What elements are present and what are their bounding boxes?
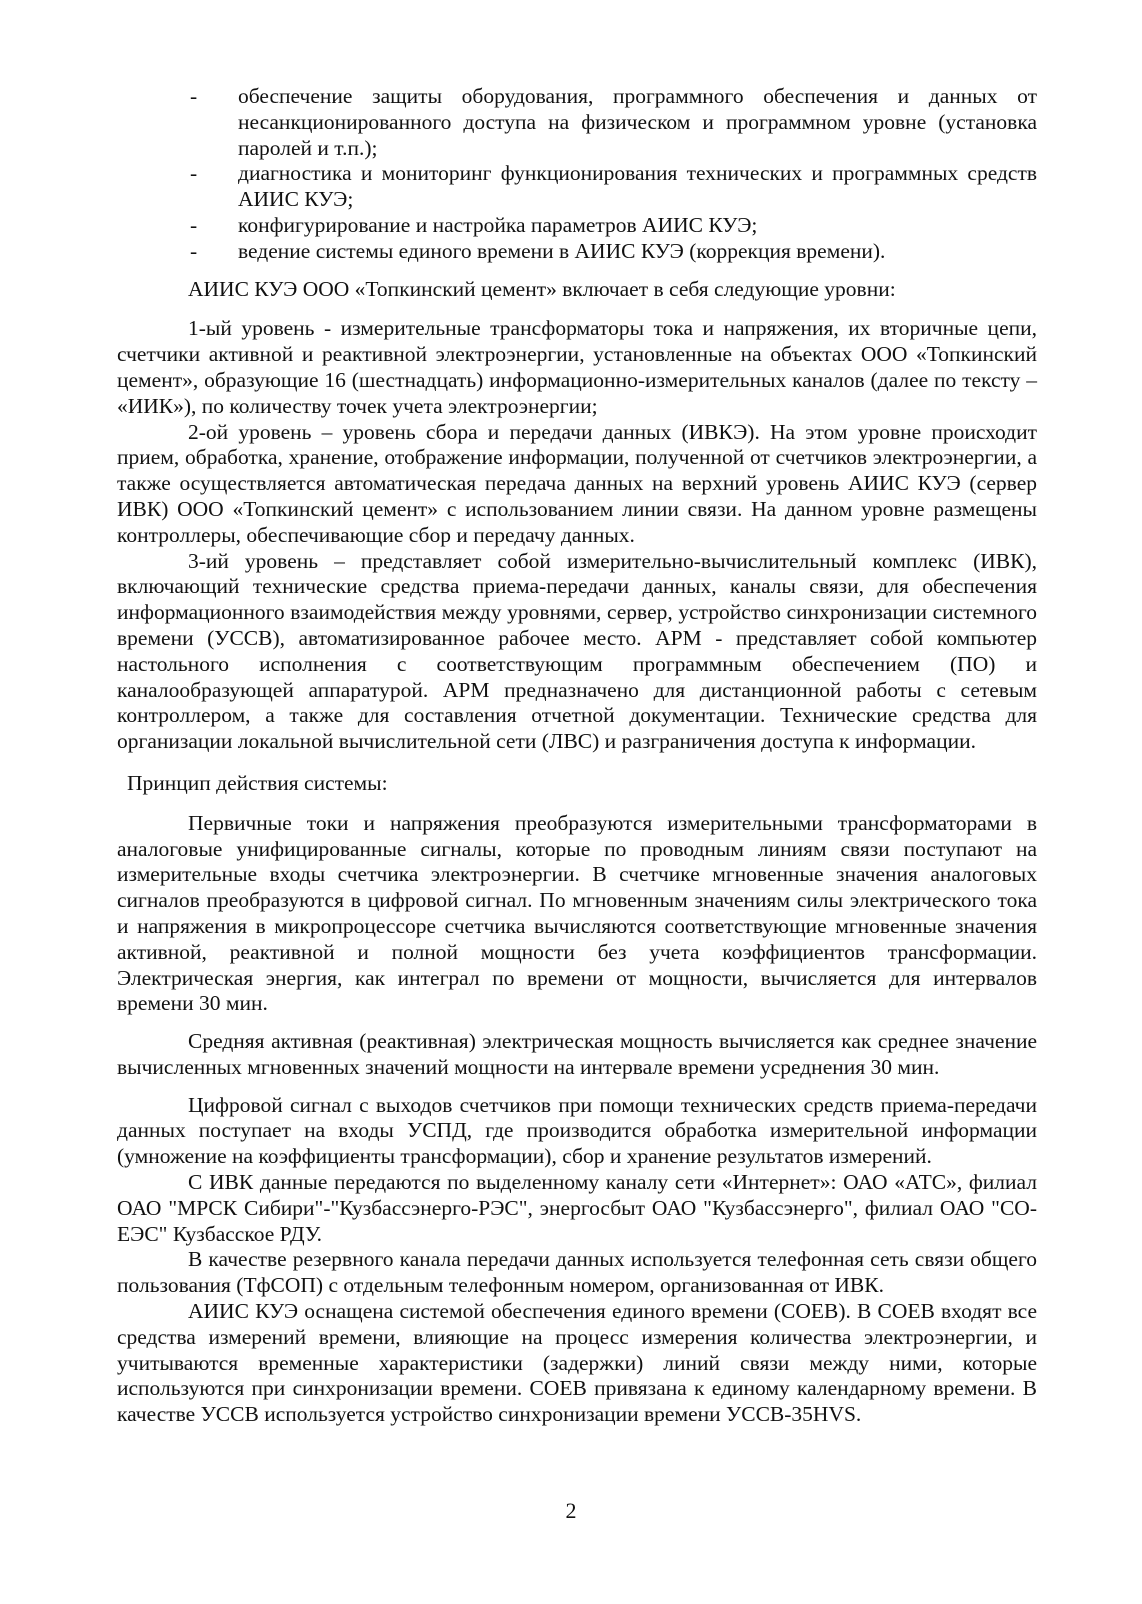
principle-paragraph: Первичные токи и напряжения преобразуются измерительными трансформаторами в аналоговые унифицированные сигналы, которые по проводным линиям связи поступают на измерительные входы счетчика электроэнергии. В счетчике мгновенные значения аналоговых сигналов преобразуются в цифровой сигнал. По мгновенным значениям силы электрического тока и напряжения в микропроцессоре счетчика вычисляются соответствующие мгновенные значения активной, реактивной и полной мощности без учета коэффициентов трансформации. Электрическая энергия, как интеграл по времени от мощности, вычисляется для интервалов времени 30 мин.: [117, 810, 1037, 1016]
bullet-text: обеспечение защиты оборудования, программного обеспечения и данных от несанкционированного доступа на физическом и программном уровне (установка паролей и т.п.);: [238, 84, 1037, 160]
bullet-dash: -: [190, 212, 198, 237]
levels-intro-paragraph: АИИС КУЭ ООО «Топкинский цемент» включает в себя следующие уровни:: [188, 276, 896, 301]
bullet-item: [117, 161, 1037, 213]
functions-bullet-list: [117, 84, 1037, 265]
bullet-dash: -: [190, 161, 198, 186]
principle-paragraph: Средняя активная (реактивная) электрическая мощность вычисляется как среднее значение вычисленных мгновенных значений мощности на интервале времени усреднения 30 мин.: [117, 1029, 1037, 1079]
principle-heading: Принцип действия системы:: [127, 770, 388, 795]
bullet-text: конфигурирование и настройка параметров АИИС КУЭ;: [238, 212, 758, 237]
principle-paragraph: С ИВК данные передаются по выделенному каналу сети «Интернет»: ОАО «АТС», филиал ОАО "МРСК Сибири"-"Кузбассэнерго-РЭС", энергосбыт ОАО "Кузбассэнерго", филиал ОАО "СО-ЕЭС" Кузбасское РДУ.: [117, 1170, 1037, 1246]
page-content: [117, 84, 1037, 1428]
principle-paragraph: АИИС КУЭ оснащена системой обеспечения единого времени (СОЕВ). В СОЕВ входят все средства измерений времени, влияющие на процесс измерения количества электроэнергии, и учитываются временные характеристики (задержки) линий связи между ними, которые используются при синхронизации времени. СОЕВ привязана к единому календарному времени. В качестве УССВ используется устройство синхронизации времени УССВ-35HVS.: [117, 1299, 1037, 1427]
bullet-text: диагностика и мониторинг функционирования технических и программных средств АИИС КУЭ;: [238, 161, 1037, 212]
level-2-paragraph: 2-ой уровень – уровень сбора и передачи данных (ИВКЭ). На этом уровне происходит прием, обработка, хранение, отображение информации, полученной от счетчиков электроэнергии, а также осуществляется автоматическая передача данных на верхний уровень АИИС КУЭ (сервер ИВК) ООО «Топкинский цемент» с использованием линии связи. На данном уровне размещены контроллеры, обеспечивающие сбор и передачу данных.: [117, 419, 1037, 547]
principle-paragraph: В качестве резервного канала передачи данных используется телефонная сеть связи общего пользования (ТфСОП) с отдельным телефонным номером, организованная от ИВК.: [117, 1247, 1037, 1298]
principle-paragraph: Цифровой сигнал с выходов счетчиков при помощи технических средств приема-передачи данных поступает на входы УСПД, где производится обработка измерительной информации (умножение на коэффициенты трансформации), сбор и хранение результатов измерений.: [117, 1092, 1037, 1169]
level-3-paragraph: 3-ий уровень – представляет собой измерительно-вычислительный комплекс (ИВК), включающий технические средства приема-передачи данных, каналы связи, для обеспечения информационного взаимодействия между уровнями, сервер, устройство синхронизации системного времени (УССВ), автоматизированное рабочее место. АРМ - представляет собой компьютер настольного исполнения с соответствующим программным обеспечением (ПО) и каналообразующей аппаратурой. АРМ предназначено для дистанционной работы с сетевым контроллером, а также для составления отчетной документации. Технические средства для организации локальной вычислительной сети (ЛВС) и разграничения доступа к информации.: [117, 548, 1037, 754]
level-1-paragraph: 1-ый уровень - измерительные трансформаторы тока и напряжения, их вторичные цепи, счетчики активной и реактивной электроэнергии, установленные на объектах ООО «Топкинский цемент», образующие 16 (шестнадцать) информационно-измерительных каналов (далее по тексту – «ИИК»), по количеству точек учета электроэнергии;: [117, 316, 1037, 418]
bullet-dash: -: [190, 238, 198, 263]
bullet-item: [117, 213, 1037, 239]
page-number: 2: [565, 1498, 577, 1523]
bullet-dash: -: [190, 84, 198, 108]
bullet-item: [117, 239, 1037, 265]
bullet-item: [117, 84, 1037, 161]
bullet-text: ведение системы единого времени в АИИС КУЭ (коррекция времени).: [238, 238, 886, 263]
